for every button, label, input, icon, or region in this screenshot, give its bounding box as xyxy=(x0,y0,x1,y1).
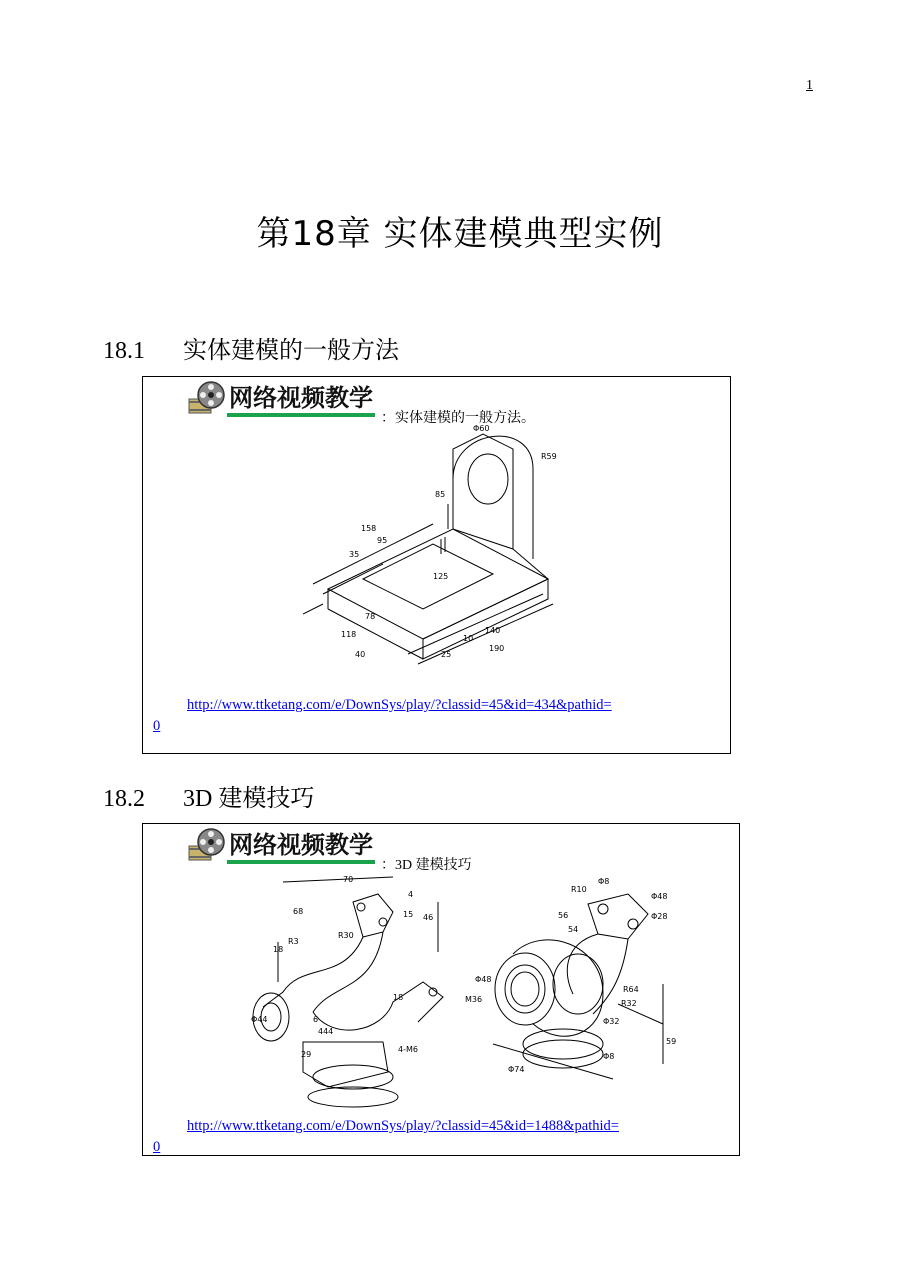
dim-label: Φ60 xyxy=(473,424,490,433)
section-title: 3D 建模技巧 xyxy=(183,786,315,812)
video-link-1[interactable] xyxy=(153,695,612,737)
film-reel-icon xyxy=(187,379,225,417)
section-number: 18.1 xyxy=(103,338,145,364)
dim-label: R30 xyxy=(338,931,354,940)
link-line[interactable]: http://www.ttketang.com/e/DownSys/play/?classid=45&id=1488&pathid= xyxy=(187,1118,619,1134)
dim-label: Φ48 xyxy=(475,975,492,984)
dim-label: R64 xyxy=(623,985,639,994)
dim-label: Φ44 xyxy=(251,1015,268,1024)
dim-label: 70 xyxy=(343,875,354,884)
dim-label: 40 xyxy=(355,650,366,659)
dim-label: 6 xyxy=(313,1015,319,1024)
section-heading-18-1 xyxy=(103,330,399,365)
section-title: 实体建模的一般方法 xyxy=(183,338,399,364)
dim-label: 4-M6 xyxy=(398,1045,418,1054)
banner-title: 网络视频教学 xyxy=(227,383,375,417)
dim-label: 78 xyxy=(365,612,376,621)
dim-label: 18 xyxy=(393,993,404,1002)
dim-label: 444 xyxy=(318,1027,334,1036)
video-box-2 xyxy=(142,823,740,1156)
dim-label: 29 xyxy=(301,1050,312,1059)
dim-label: M36 xyxy=(465,995,483,1004)
section-heading-18-2 xyxy=(103,778,314,813)
dim-label: Φ28 xyxy=(651,912,668,921)
dim-label: 15 xyxy=(403,910,414,919)
video-banner xyxy=(187,824,472,873)
dim-label: Φ74 xyxy=(508,1065,525,1074)
dim-label: 190 xyxy=(489,644,505,653)
dim-label: 46 xyxy=(423,913,434,922)
dim-label: Φ8 xyxy=(603,1052,615,1061)
dim-label: 85 xyxy=(435,490,446,499)
dim-label: 25 xyxy=(441,650,452,659)
dim-label: 125 xyxy=(433,572,449,581)
dim-label: 140 xyxy=(485,626,501,635)
link-line[interactable]: http://www.ttketang.com/e/DownSys/play/?classid=45&id=434&pathid= xyxy=(187,697,612,713)
banner-description: ：3D 建模技巧 xyxy=(381,858,472,873)
dim-label: 4 xyxy=(408,890,414,899)
dim-label: 10 xyxy=(463,634,474,643)
dim-label: 59 xyxy=(666,1037,677,1046)
dim-label: 118 xyxy=(341,630,357,639)
link-line[interactable]: 0 xyxy=(153,718,161,734)
dim-label: 54 xyxy=(568,925,579,934)
video-link-2[interactable] xyxy=(153,1116,619,1158)
video-box-1 xyxy=(142,376,731,754)
dim-label: R10 xyxy=(571,885,587,894)
dim-label: Φ8 xyxy=(598,877,610,886)
dim-label: 95 xyxy=(377,536,388,545)
banner-title: 网络视频教学 xyxy=(227,830,375,864)
banner-description: ：实体建模的一般方法。 xyxy=(381,411,535,426)
page-number: 1 xyxy=(806,78,813,93)
film-reel-icon xyxy=(187,826,225,864)
dim-label: 35 xyxy=(349,550,360,559)
section-number: 18.2 xyxy=(103,786,145,812)
bracket-isometric-drawing xyxy=(303,419,573,669)
dim-label: Φ32 xyxy=(603,1017,620,1026)
dim-label: R32 xyxy=(621,999,637,1008)
dim-label: Φ48 xyxy=(651,892,668,901)
pipe-fitting-isometric-drawing xyxy=(463,874,678,1094)
link-line[interactable]: 0 xyxy=(153,1139,161,1155)
dim-label: 158 xyxy=(361,524,377,533)
dim-label: 18 xyxy=(273,945,284,954)
dim-label: R3 xyxy=(288,937,299,946)
video-banner xyxy=(187,377,535,426)
dim-label: 56 xyxy=(558,911,569,920)
dim-label: R59 xyxy=(541,452,557,461)
chapter-title: 第18章 实体建模典型实例 xyxy=(256,214,664,254)
dim-label: 68 xyxy=(293,907,304,916)
pipe-fitting-cutaway-drawing xyxy=(243,872,458,1112)
